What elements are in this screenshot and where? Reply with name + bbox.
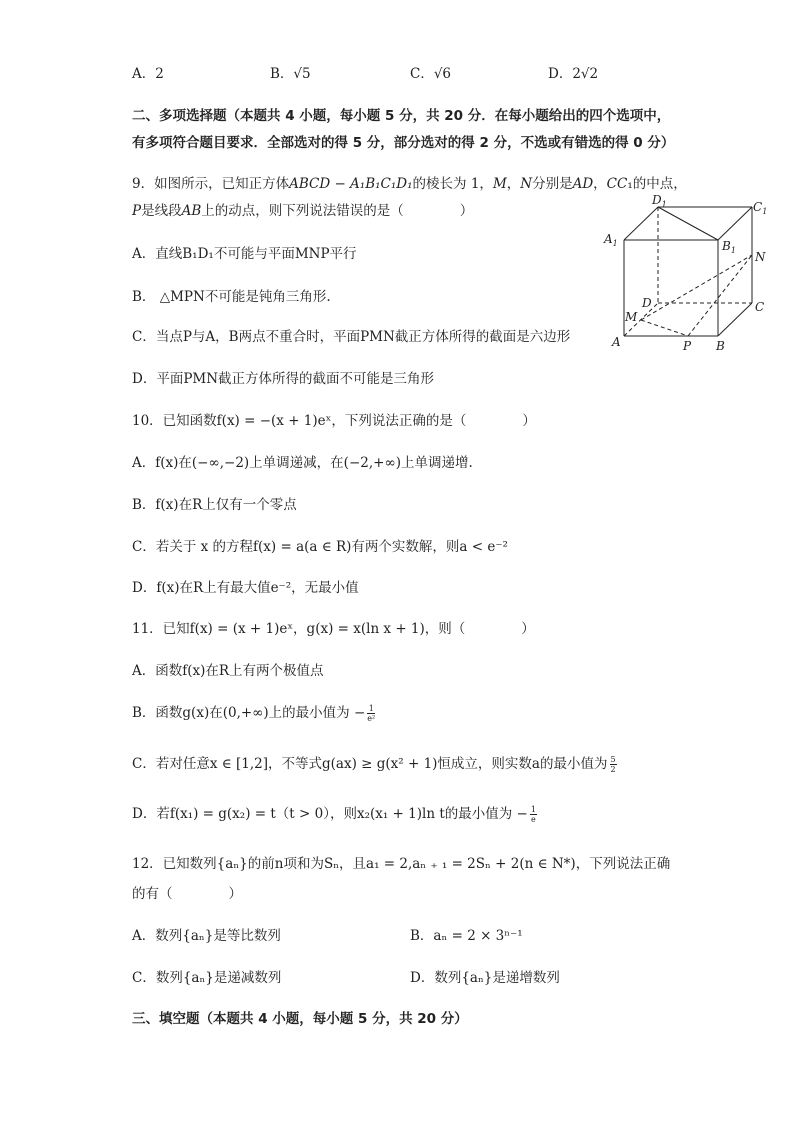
label-a: A — [612, 335, 621, 349]
q12-option-d: D．数列{aₙ}是递增数列 — [410, 970, 560, 986]
label-d1: $D_1$ — [652, 193, 667, 209]
edge-bc — [718, 303, 752, 336]
q12-option-b: B．aₙ = 2 × 3ⁿ⁻¹ — [410, 928, 523, 944]
label-n: N — [755, 250, 766, 264]
q11-option-d: D．若f(x₁) = g(x₂) = t（t > 0），则x₂(x₁ + 1)ln t的最小值为 − $\frac{1}{e}$ — [132, 805, 536, 824]
label-a1: $A_1$ — [604, 232, 618, 248]
section3-heading: 三、填空题（本题共 4 小题，每小题 5 分，共 20 分） — [132, 1011, 468, 1027]
cube-figure — [598, 190, 776, 356]
segment-pn — [688, 255, 752, 336]
label-c1: $C_1$ — [753, 200, 768, 216]
fraction-5-over-2: $\frac{5}{2}$ — [610, 755, 616, 774]
q11-option-c: C．若对任意x ∈ [1,2]，不等式g(ax) ≥ g(x² + 1)恒成立，则实数a的最小值为 $\frac{5}{2}$ — [132, 755, 616, 774]
fraction-1-over-e2: $\frac{1}{\text{e²}}$ — [367, 704, 376, 723]
q11-option-b: B．函数g(x)在(0,+∞)上的最小值为 − $\frac{1}{\text{e²}}$ — [132, 704, 376, 723]
q8-option-c: C．√6 — [410, 66, 452, 82]
q12-stem-line1: 12．已知数列{aₙ}的前n项和为Sₙ，且a₁ = 2,aₙ ₊ ₁ = 2Sₙ + 2(n ∈ N*)，下列说法正确 — [132, 856, 671, 872]
label-b: B — [716, 339, 725, 353]
q12-option-c: C．数列{aₙ}是递减数列 — [132, 970, 282, 986]
q9-stem-line2: P是线段AB上的动点，则下列说法错误的是（ ） — [132, 203, 474, 219]
q10-option-a: A．f(x)在(−∞,−2)上单调递减，在(−2,+∞)上单调递增. — [132, 455, 473, 471]
q12-stem-line2: 的有（ ） — [132, 886, 242, 902]
label-b1: $B_1$ — [722, 239, 736, 255]
q10-option-d: D．f(x)在R上有最大值e⁻²，无最小值 — [132, 580, 359, 596]
q9-option-a: A．直线B₁D₁不可能与平面MNP平行 — [132, 246, 357, 262]
q8-option-a: A．2 — [132, 66, 164, 82]
edge-a1d1 — [624, 207, 658, 240]
q8-option-b: B．√5 — [270, 66, 311, 82]
label-c: C — [755, 300, 765, 314]
section2-heading-line1: 二、多项选择题（本题共 4 小题，每小题 5 分，共 20 分．在每小题给出的四个选项中， — [132, 108, 671, 124]
q9-option-d: D．平面PMN截正方体所得的截面不可能是三角形 — [132, 371, 435, 387]
section2-heading-line2: 有多项符合题目要求．全部选对的得 5 分，部分选对的得 2 分，不选或有错选的得 0 分） — [132, 135, 675, 151]
q10-option-c: C．若关于 x 的方程f(x) = a(a ∈ R)有两个实数解，则a < e⁻² — [132, 539, 508, 555]
q9-stem-line1: 9．如图所示，已知正方体ABCD − A₁B₁C₁D₁的棱长为 1，M，N分别是AD，CC₁的中点， — [132, 176, 687, 192]
q10-stem: 10．已知函数f(x) = −(x + 1)eˣ，下列说法正确的是（ ） — [132, 413, 536, 429]
edge-d1b1 — [658, 207, 718, 240]
q9-option-b: B． △MPN不可能是钝角三角形. — [132, 289, 331, 305]
q9-option-c: C．当点P与A，B两点不重合时，平面PMN截正方体所得的截面是六边形 — [132, 329, 571, 345]
q11-stem: 11．已知f(x) = (x + 1)eˣ，g(x) = x(ln x + 1)，则（ ） — [132, 621, 535, 637]
segment-mp — [641, 320, 688, 336]
label-d: D — [642, 296, 652, 310]
label-m: M — [625, 310, 638, 324]
q10-option-b: B．f(x)在R上仅有一个零点 — [132, 497, 297, 513]
q8-option-d: D．2√2 — [548, 66, 599, 82]
label-p: P — [683, 339, 692, 353]
q12-option-a: A．数列{aₙ}是等比数列 — [132, 928, 281, 944]
q11-option-a: A．函数f(x)在R上有两个极值点 — [132, 663, 324, 679]
edge-b1c1 — [718, 207, 752, 240]
fraction-1-over-e: $\frac{1}{e}$ — [530, 805, 536, 824]
